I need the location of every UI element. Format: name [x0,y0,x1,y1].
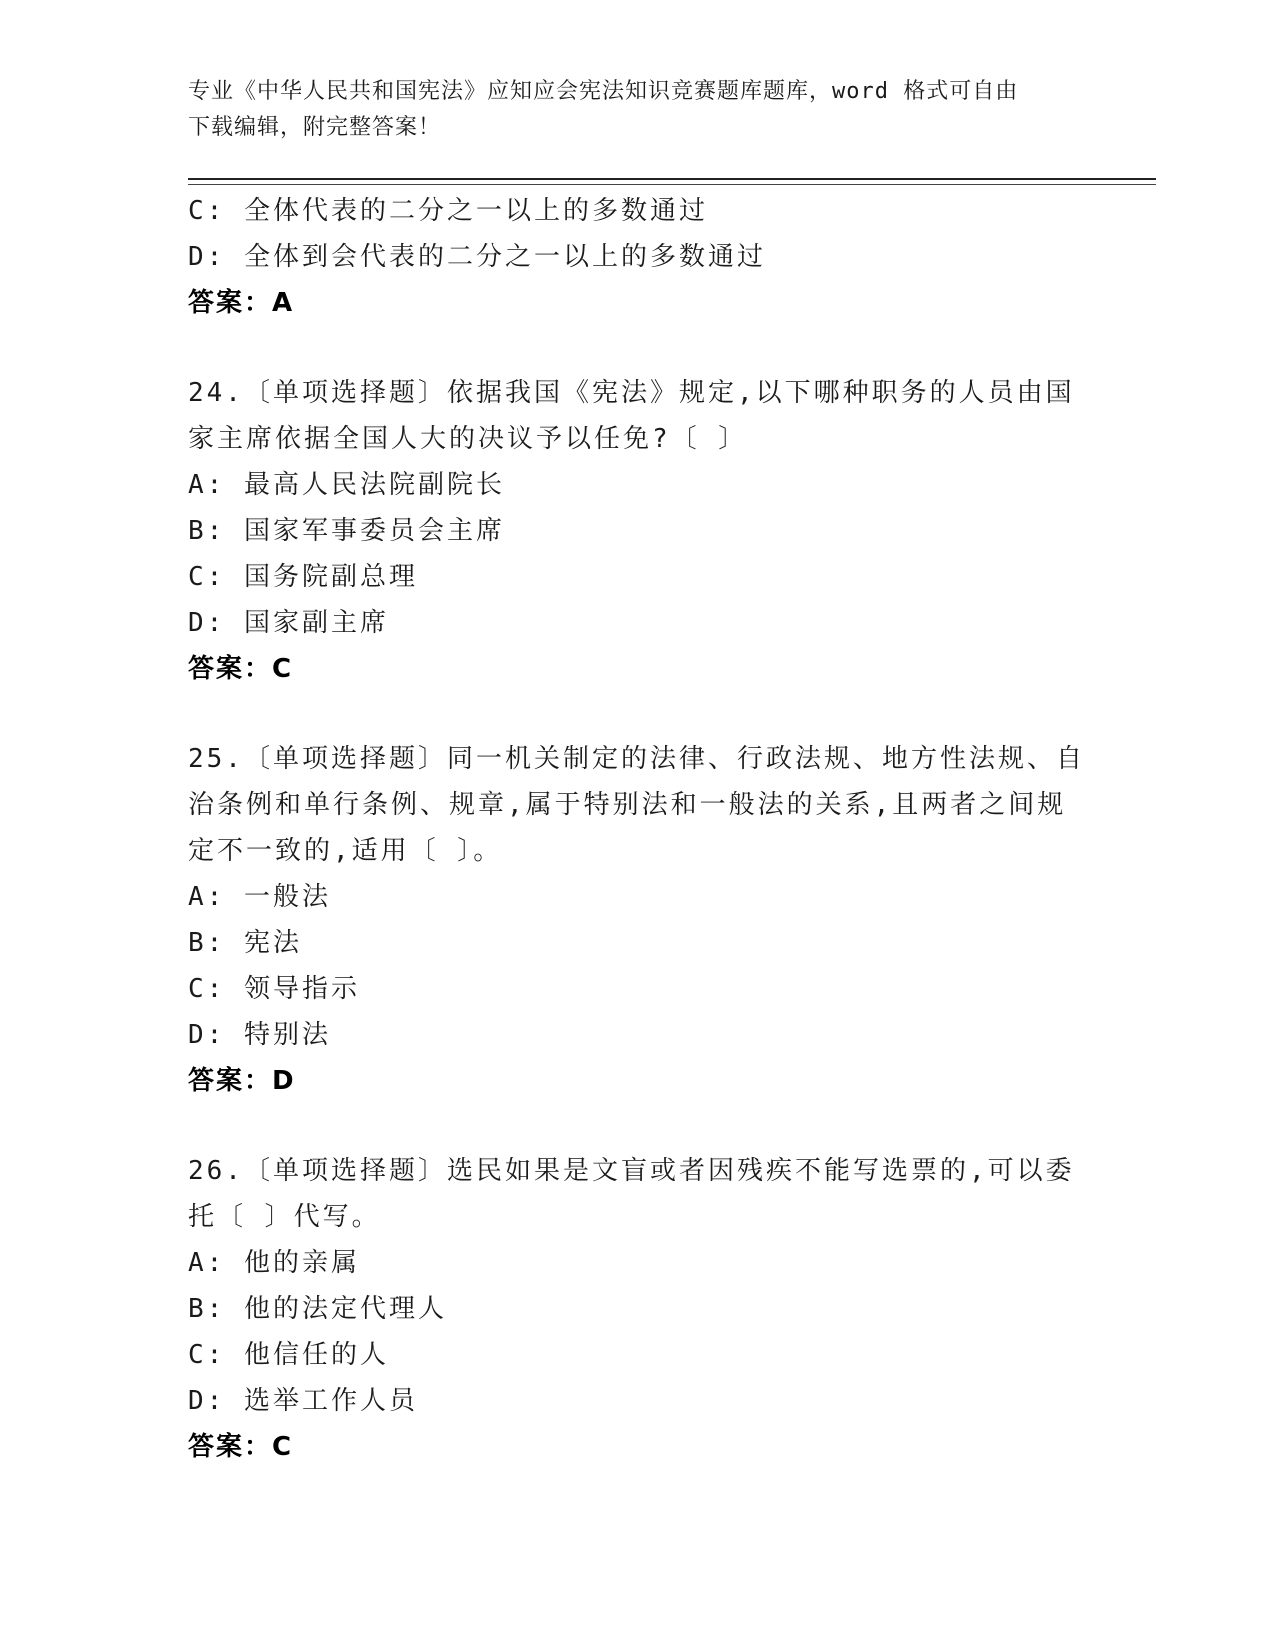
question-stem-line: 24.〔单项选择题〕依据我国《宪法》规定,以下哪种职务的人员由国 [188,378,1075,408]
question-stem-line: 25.〔单项选择题〕同一机关制定的法律、行政法规、地方性法规、自 [188,744,1085,774]
option-b: B: 国家军事委员会主席 [188,516,505,546]
spacer [188,692,1088,736]
question-24 [188,370,1088,692]
option-c: C: 全体代表的二分之一以上的多数通过 [188,196,708,226]
option-d: D: 国家副主席 [188,608,389,638]
option-d: D: 特别法 [188,1020,331,1050]
option-b: B: 宪法 [188,928,302,958]
answer-line: 答案：A [188,288,295,318]
header-line-2: 下载编辑，附完整答案！ [188,115,442,140]
question-stem-line: 托〔 〕代写。 [188,1202,381,1232]
question-stem-line: 定不一致的,适用〔 〕。 [188,836,503,866]
option-c: C: 他信任的人 [188,1340,389,1370]
header-line-1: 专业《中华人民共和国宪法》应知应会宪法知识竞赛题库题库，word 格式可自由 [188,79,1019,104]
question-stem-line: 治条例和单行条例、规章,属于特别法和一般法的关系,且两者之间规 [188,790,1067,820]
spacer [188,1104,1088,1148]
carryover-question [188,188,1088,326]
document-header [188,74,1088,146]
option-d: D: 全体到会代表的二分之一以上的多数通过 [188,242,766,272]
option-d: D: 选举工作人员 [188,1386,418,1416]
answer-line: 答案：C [188,1432,294,1462]
option-c: C: 领导指示 [188,974,360,1004]
option-a: A: 最高人民法院副院长 [188,470,505,500]
option-a: A: 他的亲属 [188,1248,360,1278]
answer-line: 答案：C [188,654,294,684]
question-26 [188,1148,1088,1470]
header-divider-thick [188,178,1156,180]
question-stem-line: 家主席依据全国人大的决议予以任免?〔 〕 [188,424,748,454]
header-divider-thin [188,184,1156,185]
question-list [188,188,1088,1470]
spacer [188,326,1088,370]
option-b: B: 他的法定代理人 [188,1294,447,1324]
option-a: A: 一般法 [188,882,331,912]
option-c: C: 国务院副总理 [188,562,418,592]
question-stem-line: 26.〔单项选择题〕选民如果是文盲或者因残疾不能写选票的,可以委 [188,1156,1075,1186]
question-25 [188,736,1088,1104]
answer-line: 答案：D [188,1066,296,1096]
